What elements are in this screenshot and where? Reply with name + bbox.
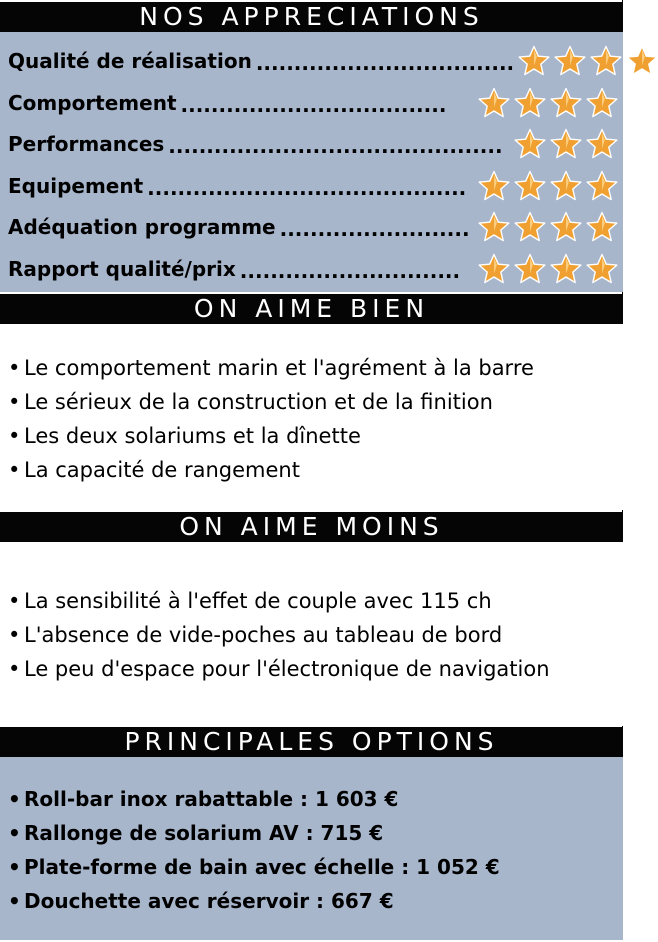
rating-row bbox=[8, 128, 618, 160]
bullet: • bbox=[8, 356, 21, 380]
star-icon bbox=[478, 170, 510, 202]
list-item bbox=[8, 453, 534, 487]
star-icon bbox=[514, 211, 546, 243]
bullet: • bbox=[8, 589, 21, 613]
star-icon bbox=[550, 170, 582, 202]
rating-label: Performances bbox=[8, 132, 165, 156]
star-icon bbox=[550, 253, 582, 285]
star-icon bbox=[586, 128, 618, 160]
rating-row bbox=[8, 211, 618, 243]
star-icon bbox=[586, 170, 618, 202]
rating-row bbox=[8, 87, 618, 119]
options-panel bbox=[0, 757, 623, 940]
on-aime-moins-panel bbox=[0, 542, 623, 726]
list-item-text: La capacité de rangement bbox=[24, 458, 300, 482]
star-icon bbox=[514, 253, 546, 285]
bullet: • bbox=[8, 458, 21, 482]
star-icon bbox=[626, 45, 658, 77]
list-item bbox=[8, 618, 550, 652]
star-rating bbox=[478, 170, 618, 202]
star-icon bbox=[550, 128, 582, 160]
star-rating bbox=[478, 211, 618, 243]
list-item bbox=[8, 584, 550, 618]
star-icon bbox=[478, 87, 510, 119]
list-item bbox=[8, 850, 500, 884]
star-icon bbox=[550, 87, 582, 119]
bullet: • bbox=[8, 855, 21, 879]
rating-label: Qualité de réalisation bbox=[8, 49, 252, 73]
star-icon bbox=[590, 45, 622, 77]
star-icon bbox=[478, 211, 510, 243]
star-icon bbox=[550, 211, 582, 243]
list-item-text: La sensibilité à l'effet de couple avec 115 ch bbox=[24, 589, 492, 613]
list-item-text: Rallonge de solarium AV : 715 € bbox=[24, 821, 384, 845]
rating-row bbox=[8, 170, 618, 202]
list-item-text: Douchette avec réservoir : 667 € bbox=[24, 889, 394, 913]
bullet: • bbox=[8, 623, 21, 647]
star-icon bbox=[514, 128, 546, 160]
section-title-appreciations: NOS APPRECIATIONS bbox=[0, 2, 623, 32]
section-title-on-aime-bien: ON AIME BIEN bbox=[0, 294, 623, 324]
rating-row bbox=[8, 253, 618, 285]
section-title-on-aime-moins: ON AIME MOINS bbox=[0, 512, 623, 542]
list-item bbox=[8, 351, 534, 385]
list-item bbox=[8, 884, 500, 918]
bullet: • bbox=[8, 787, 21, 811]
leader-dots: ............................................ bbox=[168, 134, 503, 158]
on-aime-bien-panel bbox=[0, 324, 623, 510]
star-icon bbox=[586, 253, 618, 285]
leader-dots: ............................. bbox=[239, 258, 461, 283]
star-icon bbox=[514, 87, 546, 119]
on-aime-bien-list bbox=[8, 351, 534, 487]
leader-dots: ................................... bbox=[180, 92, 447, 117]
list-item-text: Roll-bar inox rabattable : 1 603 € bbox=[24, 787, 399, 811]
star-rating bbox=[478, 253, 618, 285]
star-icon bbox=[586, 211, 618, 243]
list-item-text: Plate-forme de bain avec échelle : 1 052 € bbox=[24, 855, 500, 879]
rating-label: Equipement bbox=[8, 173, 144, 198]
appreciations-panel bbox=[0, 32, 623, 292]
rating-label: Adéquation programme bbox=[8, 215, 276, 239]
list-item-text: Le comportement marin et l'agrément à la barre bbox=[24, 356, 534, 380]
list-item bbox=[8, 385, 534, 419]
on-aime-moins-list bbox=[8, 584, 550, 686]
bullet: • bbox=[8, 821, 21, 845]
star-icon bbox=[554, 45, 586, 77]
options-list bbox=[8, 782, 500, 918]
star-icon bbox=[586, 87, 618, 119]
list-item bbox=[8, 419, 534, 453]
rating-label: Comportement bbox=[8, 90, 177, 115]
star-icon bbox=[518, 45, 550, 77]
rating-row bbox=[8, 45, 618, 77]
star-rating bbox=[514, 128, 618, 160]
list-item-text: Le sérieux de la construction et de la finition bbox=[24, 390, 493, 414]
bullet: • bbox=[8, 657, 21, 681]
list-item-text: Le peu d'espace pour l'électronique de navigation bbox=[24, 657, 550, 681]
list-item bbox=[8, 652, 550, 686]
list-item bbox=[8, 782, 500, 816]
list-item-text: Les deux solariums et la dînette bbox=[24, 424, 361, 448]
leader-dots: .......................................... bbox=[147, 175, 467, 200]
bullet: • bbox=[8, 889, 21, 913]
list-item bbox=[8, 816, 500, 850]
leader-dots: ......................... bbox=[279, 217, 470, 241]
leader-dots: .................................. bbox=[255, 51, 515, 75]
bullet: • bbox=[8, 424, 21, 448]
star-icon bbox=[478, 253, 510, 285]
list-item-text: L'absence de vide-poches au tableau de bord bbox=[24, 623, 503, 647]
bullet: • bbox=[8, 390, 21, 414]
rating-label: Rapport qualité/prix bbox=[8, 256, 236, 281]
star-rating bbox=[478, 87, 618, 119]
star-rating bbox=[518, 45, 658, 77]
section-title-options: PRINCIPALES OPTIONS bbox=[0, 727, 623, 757]
star-icon bbox=[514, 170, 546, 202]
